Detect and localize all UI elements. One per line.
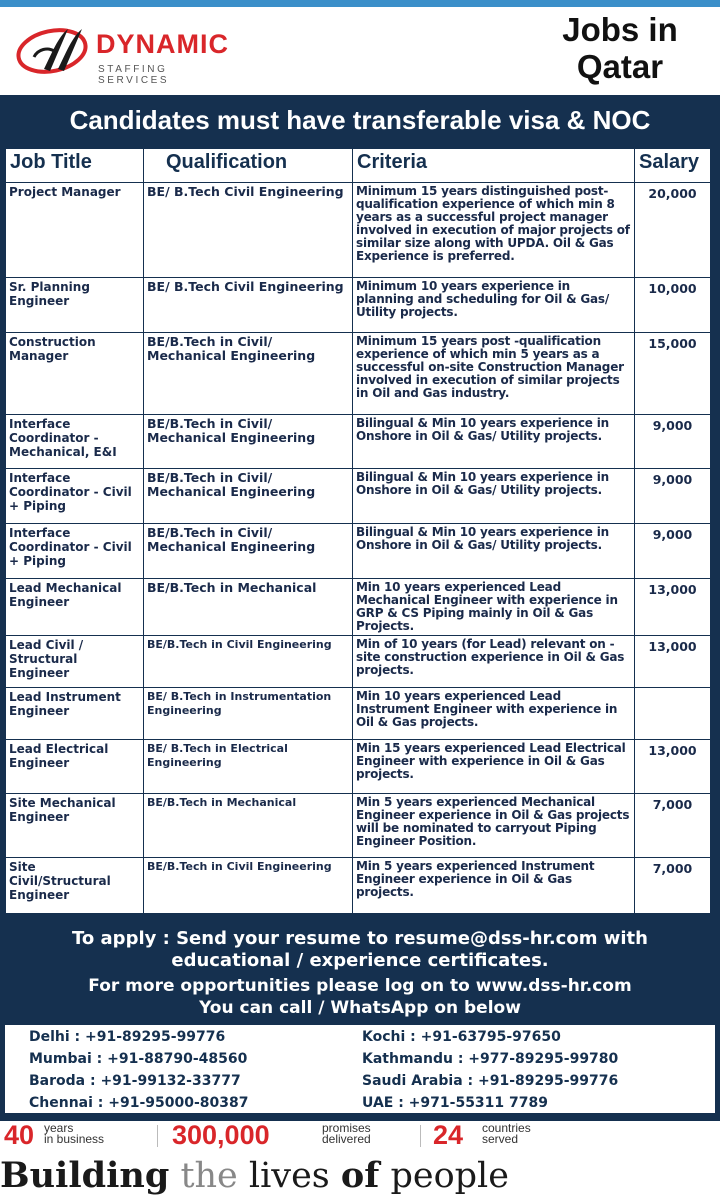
header-job-title: Job Title [6,149,144,183]
tagline-word-lives: lives [248,1156,330,1196]
header-salary: Salary [635,149,711,183]
salary-cell: 9,000 [635,415,711,469]
table-row [6,688,711,740]
salary-cell: 15,000 [635,333,711,415]
apply-line-1: To apply : Send your resume to resume@dss-hr.com with [72,928,648,949]
apply-line-2: educational / experience certificates. [171,950,549,971]
page-headline: Jobs in Qatar [562,11,678,85]
criteria-cell: Minimum 10 years experience in planning and scheduling for Oil & Gas/ Utility projects. [353,278,635,333]
more-line-1: For more opportunities please log on to www.dss-hr.com [88,976,632,996]
job-title-cell: Construction Manager [6,333,144,415]
table-row [6,794,711,858]
qualification-cell: BE/ B.Tech in Electrical Engineering [144,740,353,794]
years-label [44,1123,104,1145]
qualification-cell: BE/B.Tech in Mechanical [144,579,353,636]
more-line-2: You can call / WhatsApp on below [199,998,521,1018]
salary-cell: 9,000 [635,469,711,524]
tagline-word-of: of [340,1155,380,1196]
header-qualification: Qualification [144,149,353,183]
contact-saudi-arabia: Saudi Arabia : +91-89295-99776 [362,1073,619,1089]
qualification-cell: BE/ B.Tech Civil Engineering [144,183,353,278]
countries-number: 24 [433,1120,464,1150]
criteria-cell: Bilingual & Min 10 years experience in Onshore in Oil & Gas/ Utility projects. [353,415,635,469]
criteria-cell: Bilingual & Min 10 years experience in Onshore in Oil & Gas/ Utility projects. [353,524,635,579]
salary-cell: 10,000 [635,278,711,333]
job-title-cell: Interface Coordinator - Civil + Piping [6,469,144,524]
salary-cell [635,688,711,740]
salary-cell: 13,000 [635,579,711,636]
contact-uae: UAE : +971-55311 7789 [362,1095,548,1111]
countries-label-1: countries [482,1121,531,1135]
promises-label [322,1123,371,1145]
years-label-1: years [44,1121,74,1135]
countries-label-2: served [482,1132,519,1146]
table-row [6,636,711,688]
company-logo [14,21,244,86]
table-row [6,740,711,794]
job-title-cell: Interface Coordinator - Mechanical, E&I [6,415,144,469]
criteria-cell: Min 10 years experienced Lead Instrument Engineer with experience in Oil & Gas projects. [353,688,635,740]
content-panel [0,95,720,1121]
criteria-cell: Min 15 years experienced Lead Electrical Engineer with experience in Oil & Gas projects. [353,740,635,794]
promises-label-2: delivered [322,1132,371,1146]
job-title-cell: Sr. Planning Engineer [6,278,144,333]
table-row [6,333,711,415]
qualification-cell: BE/ B.Tech Civil Engineering [144,278,353,333]
header [0,7,720,95]
criteria-cell: Min of 10 years (for Lead) relevant on - site construction experience in Oil & Gas projects. [353,636,635,688]
apply-instructions [0,928,720,972]
salary-cell: 9,000 [635,524,711,579]
qualification-cell: BE/B.Tech in Civil/ Mechanical Engineering [144,415,353,469]
tagline-word-building: Building [0,1155,170,1196]
criteria-cell: Minimum 15 years post -qualification experience of which min 5 years as a successful on-site Construction Manager involved in execution of similar projects in Oil and Gas industry. [353,333,635,415]
jobs-table [5,148,711,914]
table-row [6,278,711,333]
salary-cell: 20,000 [635,183,711,278]
contact-list [5,1025,715,1113]
criteria-cell: Min 5 years experienced Mechanical Engineer experience in Oil & Gas projects will be nominated to carryout Piping Engineer Position. [353,794,635,858]
table-row [6,858,711,914]
job-title-cell: Project Manager [6,183,144,278]
table-row [6,469,711,524]
company-name: DYNAMIC [96,29,229,59]
salary-cell: 7,000 [635,794,711,858]
salary-cell: 13,000 [635,740,711,794]
table-row [6,524,711,579]
salary-cell: 13,000 [635,636,711,688]
tagline [0,1152,720,1200]
promises-number: 300,000 [172,1120,270,1150]
stats-divider [157,1125,158,1147]
contact-baroda: Baroda : +91-99132-33777 [29,1073,241,1089]
years-label-2: in business [44,1132,105,1146]
criteria-cell: Bilingual & Min 10 years experience in Onshore in Oil & Gas/ Utility projects. [353,469,635,524]
visa-notice: Candidates must have transferable visa & NOC [69,105,651,135]
contact-chennai: Chennai : +91-95000-80387 [29,1095,249,1111]
more-opportunities [0,975,720,1019]
qualification-cell: BE/B.Tech in Civil/ Mechanical Engineering [144,524,353,579]
qualification-cell: BE/B.Tech in Mechanical [144,794,353,858]
criteria-cell: Minimum 15 years distinguished post-qualification experience of which min 8 years as a successful project manager involved in execution of major projects of similar size along with UPDA. Oil & Gas Experience is preferred. [353,183,635,278]
company-subtitle: STAFFING SERVICES [98,64,170,86]
qualification-cell: BE/B.Tech in Civil/ Mechanical Engineering [144,333,353,415]
job-title-cell: Interface Coordinator - Civil + Piping [6,524,144,579]
logo-mark-icon [14,23,94,77]
stats-bar [0,1121,720,1151]
salary-cell: 7,000 [635,858,711,914]
qualification-cell: BE/B.Tech in Civil Engineering [144,636,353,688]
tagline-word-the: the [180,1156,238,1196]
job-title-cell: Lead Mechanical Engineer [6,579,144,636]
table-header-row [6,149,711,183]
contact-kathmandu: Kathmandu : +977-89295-99780 [362,1051,619,1067]
table-row [6,579,711,636]
qualification-cell: BE/B.Tech in Civil/ Mechanical Engineering [144,469,353,524]
contact-kochi: Kochi : +91-63795-97650 [362,1029,561,1045]
criteria-cell: Min 5 years experienced Instrument Engineer experience in Oil & Gas projects. [353,858,635,914]
job-title-cell: Site Civil/Structural Engineer [6,858,144,914]
table-row [6,183,711,278]
promises-label-1: promises [322,1121,371,1135]
countries-label [482,1123,531,1145]
job-title-cell: Lead Civil / Structural Engineer [6,636,144,688]
criteria-cell: Min 10 years experienced Lead Mechanical Engineer with experience in GRP & CS Piping mainly in Oil & Gas Projects. [353,579,635,636]
stats-divider [420,1125,421,1147]
top-accent-bar [0,0,720,7]
job-title-cell: Site Mechanical Engineer [6,794,144,858]
contact-delhi: Delhi : +91-89295-99776 [29,1029,226,1045]
years-number: 40 [4,1120,35,1150]
table-row [6,415,711,469]
contact-mumbai: Mumbai : +91-88790-48560 [29,1051,248,1067]
qualification-cell: BE/B.Tech in Civil Engineering [144,858,353,914]
qualification-cell: BE/ B.Tech in Instrumentation Engineering [144,688,353,740]
header-criteria: Criteria [353,149,635,183]
tagline-word-people: people [390,1156,509,1196]
job-title-cell: Lead Electrical Engineer [6,740,144,794]
job-title-cell: Lead Instrument Engineer [6,688,144,740]
